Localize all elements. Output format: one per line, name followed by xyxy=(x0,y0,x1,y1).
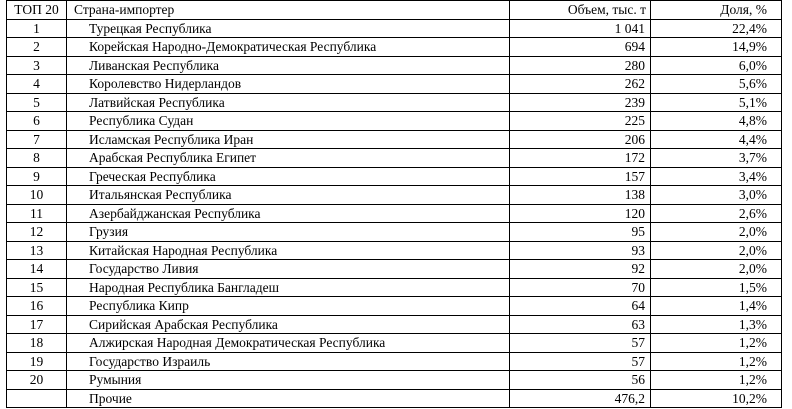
cell-rank: 2 xyxy=(7,38,67,57)
table-row xyxy=(7,93,782,112)
cell-share: 10,2% xyxy=(651,389,782,408)
table-row xyxy=(7,130,782,149)
cell-country: Алжирская Народная Демократическая Республика xyxy=(67,334,510,353)
cell-share: 5,1% xyxy=(651,93,782,112)
cell-volume: 64 xyxy=(510,297,651,316)
cell-volume: 70 xyxy=(510,278,651,297)
cell-volume: 225 xyxy=(510,112,651,131)
cell-rank: 12 xyxy=(7,223,67,242)
cell-share: 1,2% xyxy=(651,352,782,371)
table-row xyxy=(7,241,782,260)
cell-rank: 8 xyxy=(7,149,67,168)
cell-rank: 17 xyxy=(7,315,67,334)
cell-volume: 206 xyxy=(510,130,651,149)
cell-country: Государство Ливия xyxy=(67,260,510,279)
cell-country: Королевство Нидерландов xyxy=(67,75,510,94)
header-share: Доля, % xyxy=(651,1,782,20)
cell-country: Народная Республика Бангладеш xyxy=(67,278,510,297)
cell-share: 1,5% xyxy=(651,278,782,297)
cell-share: 2,0% xyxy=(651,223,782,242)
cell-rank: 20 xyxy=(7,371,67,390)
table-row xyxy=(7,38,782,57)
cell-rank: 10 xyxy=(7,186,67,205)
cell-share: 5,6% xyxy=(651,75,782,94)
cell-volume: 280 xyxy=(510,56,651,75)
cell-country: Ливанская Республика xyxy=(67,56,510,75)
cell-rank: 4 xyxy=(7,75,67,94)
table-row xyxy=(7,75,782,94)
cell-volume: 63 xyxy=(510,315,651,334)
table-row xyxy=(7,186,782,205)
cell-rank: 13 xyxy=(7,241,67,260)
cell-volume: 476,2 xyxy=(510,389,651,408)
cell-country: Латвийская Республика xyxy=(67,93,510,112)
table-row xyxy=(7,334,782,353)
cell-share: 6,0% xyxy=(651,56,782,75)
cell-share: 3,4% xyxy=(651,167,782,186)
cell-share: 2,6% xyxy=(651,204,782,223)
cell-country: Грузия xyxy=(67,223,510,242)
cell-volume: 1 041 xyxy=(510,19,651,38)
cell-share: 14,9% xyxy=(651,38,782,57)
cell-share: 4,8% xyxy=(651,112,782,131)
table-row xyxy=(7,223,782,242)
table-row xyxy=(7,19,782,38)
cell-rank: 11 xyxy=(7,204,67,223)
cell-country: Китайская Народная Республика xyxy=(67,241,510,260)
cell-volume: 56 xyxy=(510,371,651,390)
table-row xyxy=(7,260,782,279)
cell-volume: 239 xyxy=(510,93,651,112)
table-row xyxy=(7,297,782,316)
table-row xyxy=(7,56,782,75)
cell-share: 4,4% xyxy=(651,130,782,149)
cell-volume: 694 xyxy=(510,38,651,57)
cell-rank: 7 xyxy=(7,130,67,149)
cell-volume: 138 xyxy=(510,186,651,205)
cell-share: 22,4% xyxy=(651,19,782,38)
cell-country: Арабская Республика Египет xyxy=(67,149,510,168)
cell-volume: 92 xyxy=(510,260,651,279)
cell-share: 2,0% xyxy=(651,260,782,279)
header-rank: ТОП 20 xyxy=(7,1,67,20)
cell-volume: 262 xyxy=(510,75,651,94)
table-body xyxy=(7,19,782,408)
cell-country: Исламская Республика Иран xyxy=(67,130,510,149)
cell-country: Греческая Республика xyxy=(67,167,510,186)
cell-share: 1,4% xyxy=(651,297,782,316)
cell-share: 1,2% xyxy=(651,371,782,390)
header-country: Страна-импортер xyxy=(67,1,510,20)
cell-country: Итальянская Республика xyxy=(67,186,510,205)
cell-country: Прочие xyxy=(67,389,510,408)
cell-country: Азербайджанская Республика xyxy=(67,204,510,223)
cell-share: 1,2% xyxy=(651,334,782,353)
cell-country: Республика Кипр xyxy=(67,297,510,316)
cell-volume: 93 xyxy=(510,241,651,260)
table-row xyxy=(7,278,782,297)
cell-volume: 95 xyxy=(510,223,651,242)
cell-country: Турецкая Республика xyxy=(67,19,510,38)
table-row xyxy=(7,371,782,390)
cell-rank: 16 xyxy=(7,297,67,316)
cell-rank: 5 xyxy=(7,93,67,112)
cell-country: Румыния xyxy=(67,371,510,390)
cell-country: Корейская Народно-Демократическая Республика xyxy=(67,38,510,57)
cell-rank: 6 xyxy=(7,112,67,131)
table-row xyxy=(7,315,782,334)
cell-volume: 157 xyxy=(510,167,651,186)
cell-rank: 14 xyxy=(7,260,67,279)
importers-table xyxy=(6,0,782,408)
cell-share: 3,7% xyxy=(651,149,782,168)
cell-rank: 9 xyxy=(7,167,67,186)
table-row xyxy=(7,112,782,131)
cell-volume: 57 xyxy=(510,352,651,371)
cell-volume: 172 xyxy=(510,149,651,168)
table-row xyxy=(7,352,782,371)
cell-country: Сирийская Арабская Республика xyxy=(67,315,510,334)
cell-country: Государство Израиль xyxy=(67,352,510,371)
table-row-other xyxy=(7,389,782,408)
cell-share: 1,3% xyxy=(651,315,782,334)
cell-volume: 57 xyxy=(510,334,651,353)
cell-rank: 3 xyxy=(7,56,67,75)
cell-share: 3,0% xyxy=(651,186,782,205)
table-row xyxy=(7,204,782,223)
cell-volume: 120 xyxy=(510,204,651,223)
cell-rank: 19 xyxy=(7,352,67,371)
cell-country: Республика Судан xyxy=(67,112,510,131)
table-row xyxy=(7,149,782,168)
header-volume: Объем, тыс. т xyxy=(510,1,651,20)
cell-rank: 15 xyxy=(7,278,67,297)
cell-share: 2,0% xyxy=(651,241,782,260)
table-row xyxy=(7,167,782,186)
cell-rank: 18 xyxy=(7,334,67,353)
table-header-row xyxy=(7,1,782,20)
cell-rank xyxy=(7,389,67,408)
cell-rank: 1 xyxy=(7,19,67,38)
